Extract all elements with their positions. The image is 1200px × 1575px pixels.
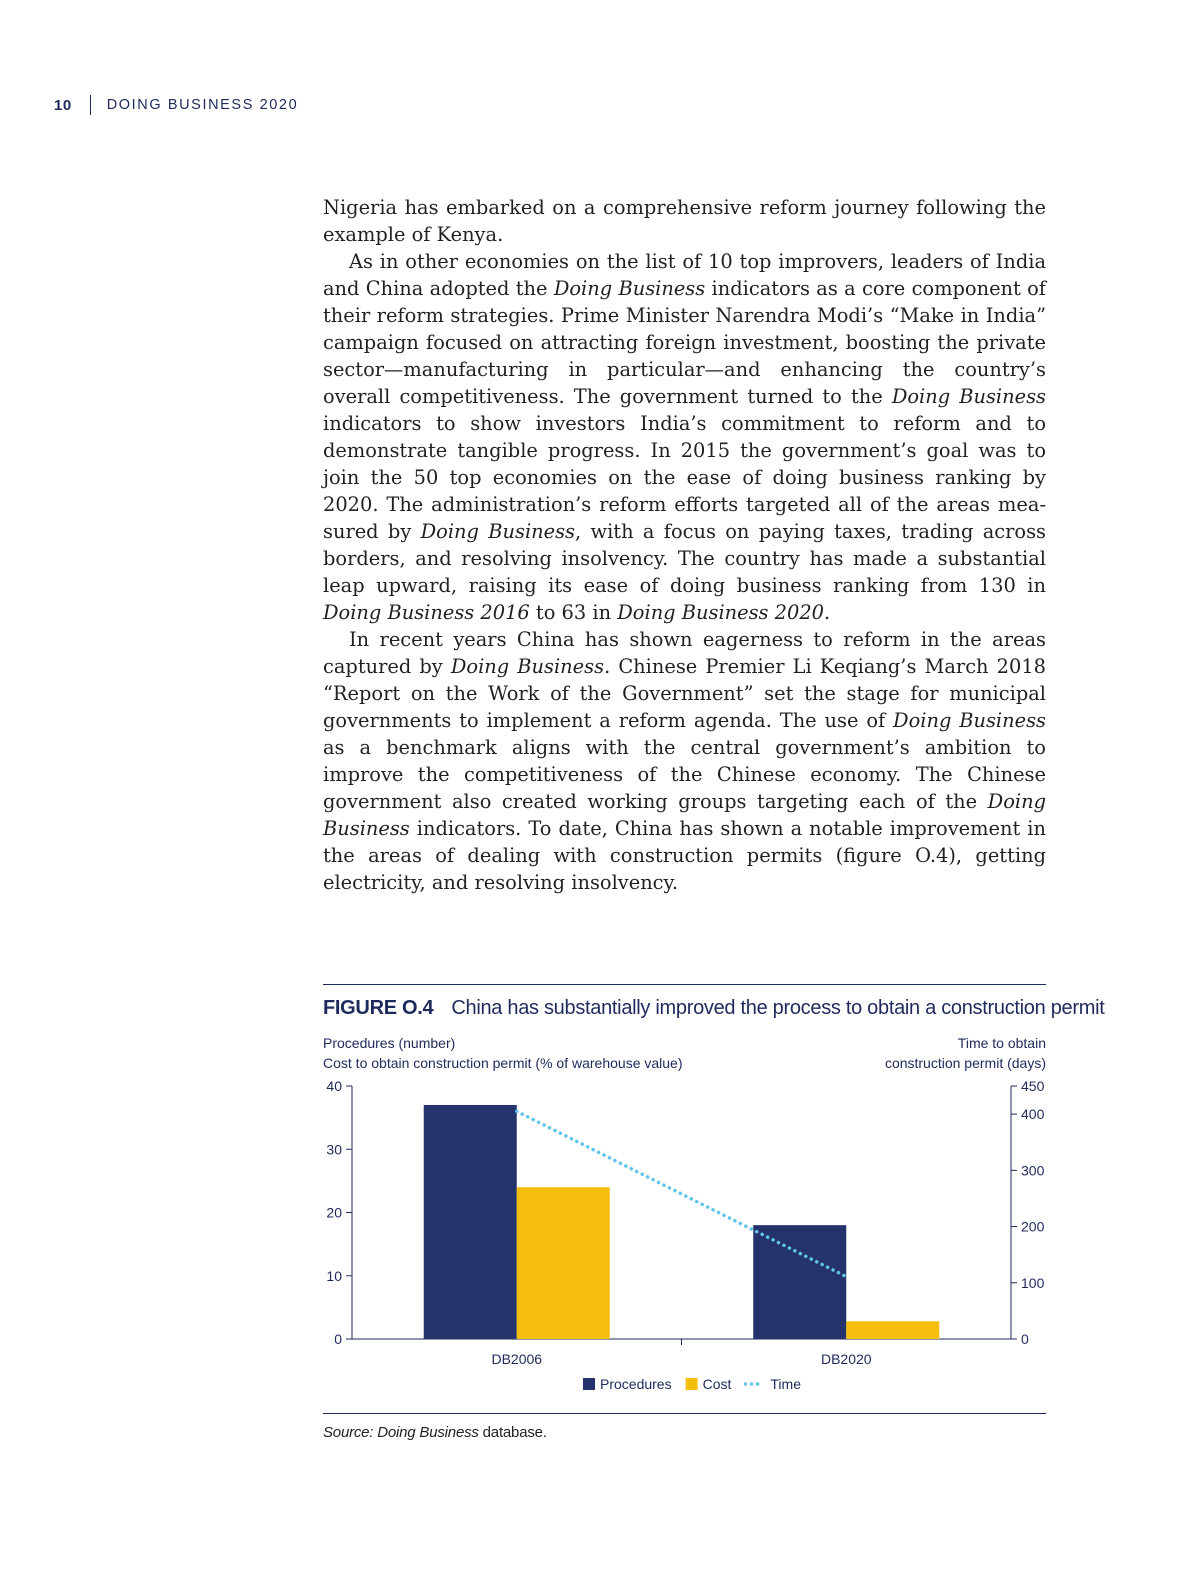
chart xyxy=(323,1034,1046,1404)
running-title: DOING BUSINESS 2020 xyxy=(106,97,299,113)
bar-procedures-db2020 xyxy=(753,1225,846,1339)
left-tick-label: 40 xyxy=(326,1078,342,1094)
text-run: indicators to show investors India’s commitment to reform and to demonstrate tangible progress. In 2015 the government’s goal was to join the 50 top economies on the ease of doing business ranking by 2020. The administration’s reform efforts targeted all of the areas measured by xyxy=(323,412,1046,543)
legend-label-cost: Cost xyxy=(702,1376,732,1392)
italic-run: Doing Business xyxy=(893,709,1046,732)
left-tick-label: 20 xyxy=(326,1204,342,1221)
x-tick-label: DB2006 xyxy=(491,1351,543,1367)
paragraph-2 xyxy=(323,248,1046,626)
left-tick-label: 0 xyxy=(334,1331,342,1347)
running-header xyxy=(54,94,298,116)
paragraph-1: Nigeria has embarked on a comprehensive reform journey following the example of Kenya. xyxy=(323,196,1046,246)
text-run: , with a focus on paying taxes, trading across borders, and resolving insolvency. The country has made a substantial leap upward, raising its ease of doing business ranking from 130 in xyxy=(323,520,1046,597)
chart-svg xyxy=(323,1034,1046,1404)
figure-source xyxy=(323,1424,547,1441)
right-tick-label: 450 xyxy=(1021,1078,1045,1094)
bar-cost-db2020 xyxy=(846,1321,939,1339)
x-tick-label: DB2020 xyxy=(820,1351,872,1367)
figure-top-rule xyxy=(323,984,1046,985)
left-tick-label: 30 xyxy=(326,1141,342,1158)
right-tick-label: 300 xyxy=(1021,1162,1045,1179)
text-run: to 63 in xyxy=(529,601,618,624)
figure-title xyxy=(323,997,1105,1020)
paragraph-3 xyxy=(323,626,1046,896)
italic-run: Doing Business xyxy=(450,655,605,678)
header-divider xyxy=(90,95,91,115)
right-tick-label: 400 xyxy=(1021,1106,1045,1123)
figure-o4 xyxy=(323,984,1105,1441)
italic-run: Doing Business xyxy=(553,277,706,300)
left-axis-title: Cost to obtain construction permit (% of warehouse value) xyxy=(323,1055,683,1071)
source-rest: database. xyxy=(478,1424,547,1441)
italic-run: Doing Business xyxy=(420,520,576,543)
body-text xyxy=(323,194,1046,896)
figure-caption: China has substantially improved the process to obtain a construction permit xyxy=(451,997,1105,1019)
italic-run: Doing Business xyxy=(891,385,1046,408)
text-run: In recent years China has shown eagerness to reform in the areas captured by xyxy=(323,628,1046,678)
text-run: As in other economies on the list of 10 top improvers, leaders of India and China adopted the xyxy=(323,250,1046,300)
legend-label-time: Time xyxy=(770,1376,801,1392)
legend-swatch-procedures xyxy=(583,1378,595,1390)
text-run: indicators. To date, China has shown a notable improvement in the areas of dealing with construction permits (figure O.4), getting electricity, and resolving insolvency. xyxy=(323,817,1046,894)
text-run: . Chinese Premier Li Keqiang’s March 2018 “Report on the Work of the Government” set the stage for municipal governments to implement a reform agenda. The use of xyxy=(323,655,1047,732)
bar-procedures-db2006 xyxy=(424,1105,517,1339)
right-axis-title: construction permit (days) xyxy=(884,1055,1046,1071)
italic-run: Doing Business 2016 xyxy=(323,601,530,624)
left-tick-label: 10 xyxy=(326,1267,342,1284)
italic-run: Doing Business xyxy=(323,790,1046,840)
legend-label-procedures: Procedures xyxy=(600,1376,672,1392)
italic-run: Doing Business 2020. xyxy=(617,601,831,624)
bar-cost-db2006 xyxy=(517,1187,610,1339)
text-run: as a benchmark aligns with the central government’s ambition to improve the competitiveness of the Chinese economy. The Chinese government also created working groups targeting each of the xyxy=(323,736,1046,813)
page-number: 10 xyxy=(54,96,72,114)
right-tick-label: 200 xyxy=(1021,1218,1045,1235)
right-axis-title: Time to obtain xyxy=(957,1035,1046,1051)
text-run: indicators as a core component of their reform strategies. Prime Minister Narendra Modi’s “Make in India” campaign focused on attracting foreign investment, boosting the private sector—manufacturing in particular—and enhancing the country’s overall competitiveness. The government turned to the xyxy=(323,277,1046,408)
legend-swatch-cost xyxy=(686,1378,698,1390)
figure-label: FIGURE O.4 xyxy=(323,997,434,1019)
left-axis-title: Procedures (number) xyxy=(323,1035,456,1051)
source-italic: Source: Doing Business xyxy=(323,1424,479,1441)
right-tick-label: 100 xyxy=(1021,1274,1045,1291)
right-tick-label: 0 xyxy=(1021,1331,1029,1347)
figure-bottom-rule xyxy=(323,1413,1046,1414)
